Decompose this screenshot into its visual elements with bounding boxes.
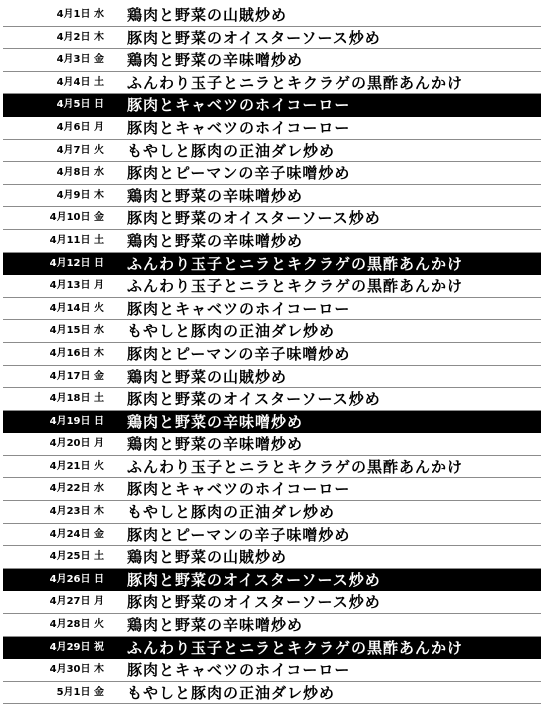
row-dish: ふんわり玉子とニラとキクラゲの黒酢あんかけ <box>127 638 464 657</box>
row-date: 4月15日 水 <box>49 325 104 337</box>
menu-row <box>3 275 541 298</box>
menu-row-holiday <box>3 253 541 276</box>
menu-row-holiday <box>3 569 541 592</box>
row-date: 4月8日 水 <box>56 167 104 179</box>
row-dish: 豚肉とキャベツのホイコーロー <box>127 299 351 318</box>
row-dish: 豚肉と野菜のオイスターソース炒め <box>127 209 381 228</box>
row-date: 4月17日 金 <box>49 370 104 382</box>
row-dish: もやしと豚肉の正油ダレ炒め <box>127 683 336 702</box>
menu-row <box>3 49 541 72</box>
row-dish: 鶏肉と野菜の辛味噌炒め <box>127 186 304 205</box>
menu-row <box>3 388 541 411</box>
row-date: 4月28日 火 <box>49 619 104 631</box>
row-date: 4月26日 日 <box>49 573 104 585</box>
row-date: 4月3日 金 <box>56 54 104 66</box>
row-date: 4月5日 日 <box>56 99 104 111</box>
row-date: 4月21日 火 <box>49 460 104 472</box>
row-dish: 豚肉とピーマンの辛子味噌炒め <box>127 344 351 363</box>
row-date: 4月20日 月 <box>49 438 104 450</box>
row-dish: もやしと豚肉の正油ダレ炒め <box>127 322 336 341</box>
menu-row <box>3 478 541 501</box>
menu-row <box>3 614 541 637</box>
row-dish: もやしと豚肉の正油ダレ炒め <box>127 503 336 522</box>
menu-row <box>3 456 541 479</box>
row-dish: 鶏肉と野菜の山賊炒め <box>127 367 288 386</box>
row-dish: ふんわり玉子とニラとキクラゲの黒酢あんかけ <box>127 254 464 273</box>
row-dish: 豚肉とキャベツのホイコーロー <box>127 96 351 115</box>
menu-row <box>3 546 541 569</box>
row-dish: ふんわり玉子とニラとキクラゲの黒酢あんかけ <box>127 457 464 476</box>
row-dish: 豚肉と野菜のオイスターソース炒め <box>127 593 381 612</box>
row-date: 4月14日 火 <box>49 302 104 314</box>
row-date: 4月24日 金 <box>49 528 104 540</box>
menu-row <box>3 117 541 140</box>
row-dish: 鶏肉と野菜の辛味噌炒め <box>127 51 304 70</box>
row-date: 4月10日 金 <box>49 212 104 224</box>
row-date: 4月12日 日 <box>49 257 104 269</box>
row-date: 4月9日 木 <box>56 189 104 201</box>
row-date: 4月13日 月 <box>49 280 104 292</box>
menu-row-holiday <box>3 411 541 434</box>
row-date: 4月7日 火 <box>56 144 104 156</box>
row-date: 5月1日 金 <box>56 686 104 698</box>
menu-row-holiday <box>3 94 541 117</box>
row-dish: 鶏肉と野菜の辛味噌炒め <box>127 412 304 431</box>
menu-row <box>3 230 541 253</box>
row-dish: 豚肉とキャベツのホイコーロー <box>127 480 351 499</box>
menu-row <box>3 591 541 614</box>
row-date: 4月18日 土 <box>49 393 104 405</box>
row-date: 4月27日 月 <box>49 596 104 608</box>
menu-row <box>3 366 541 389</box>
row-dish: 豚肉と野菜のオイスターソース炒め <box>127 390 381 409</box>
row-dish: ふんわり玉子とニラとキクラゲの黒酢あんかけ <box>127 73 464 92</box>
row-dish: 鶏肉と野菜の辛味噌炒め <box>127 231 304 250</box>
menu-table <box>3 4 541 704</box>
row-date: 4月6日 月 <box>56 121 104 133</box>
menu-row-holiday <box>3 637 541 660</box>
row-dish: 豚肉とキャベツのホイコーロー <box>127 661 351 680</box>
menu-row <box>3 320 541 343</box>
menu-row <box>3 185 541 208</box>
row-dish: 鶏肉と野菜の山賊炒め <box>127 6 288 24</box>
row-dish: 鶏肉と野菜の辛味噌炒め <box>127 616 304 635</box>
row-dish: 鶏肉と野菜の山賊炒め <box>127 548 288 567</box>
row-date: 4月23日 木 <box>49 506 104 518</box>
row-dish: ふんわり玉子とニラとキクラゲの黒酢あんかけ <box>127 277 464 296</box>
menu-row <box>3 140 541 163</box>
row-date: 4月19日 日 <box>49 415 104 427</box>
menu-row <box>3 207 541 230</box>
menu-row <box>3 682 541 705</box>
menu-row <box>3 343 541 366</box>
row-date: 4月16日 木 <box>49 347 104 359</box>
row-date: 4月29日 祝 <box>49 641 104 653</box>
row-date: 4月11日 土 <box>49 234 104 246</box>
row-date: 4月25日 土 <box>49 551 104 563</box>
row-date: 4月30日 木 <box>49 664 104 676</box>
menu-row <box>3 659 541 682</box>
menu-row <box>3 4 541 27</box>
row-date: 4月4日 土 <box>56 76 104 88</box>
menu-row <box>3 27 541 50</box>
menu-row <box>3 501 541 524</box>
row-dish: 豚肉とピーマンの辛子味噌炒め <box>127 525 351 544</box>
row-dish: 豚肉と野菜のオイスターソース炒め <box>127 570 381 589</box>
row-dish: 豚肉とキャベツのホイコーロー <box>127 118 351 137</box>
row-dish: 鶏肉と野菜の辛味噌炒め <box>127 435 304 454</box>
row-date: 4月22日 水 <box>49 483 104 495</box>
menu-row <box>3 162 541 185</box>
menu-row <box>3 72 541 95</box>
menu-row <box>3 433 541 456</box>
row-dish: 豚肉と野菜のオイスターソース炒め <box>127 28 381 47</box>
row-date: 4月2日 木 <box>56 31 104 43</box>
row-dish: 豚肉とピーマンの辛子味噌炒め <box>127 164 351 183</box>
row-date: 4月1日 水 <box>56 9 104 20</box>
menu-row <box>3 298 541 321</box>
row-dish: もやしと豚肉の正油ダレ炒め <box>127 141 336 160</box>
menu-row <box>3 524 541 547</box>
